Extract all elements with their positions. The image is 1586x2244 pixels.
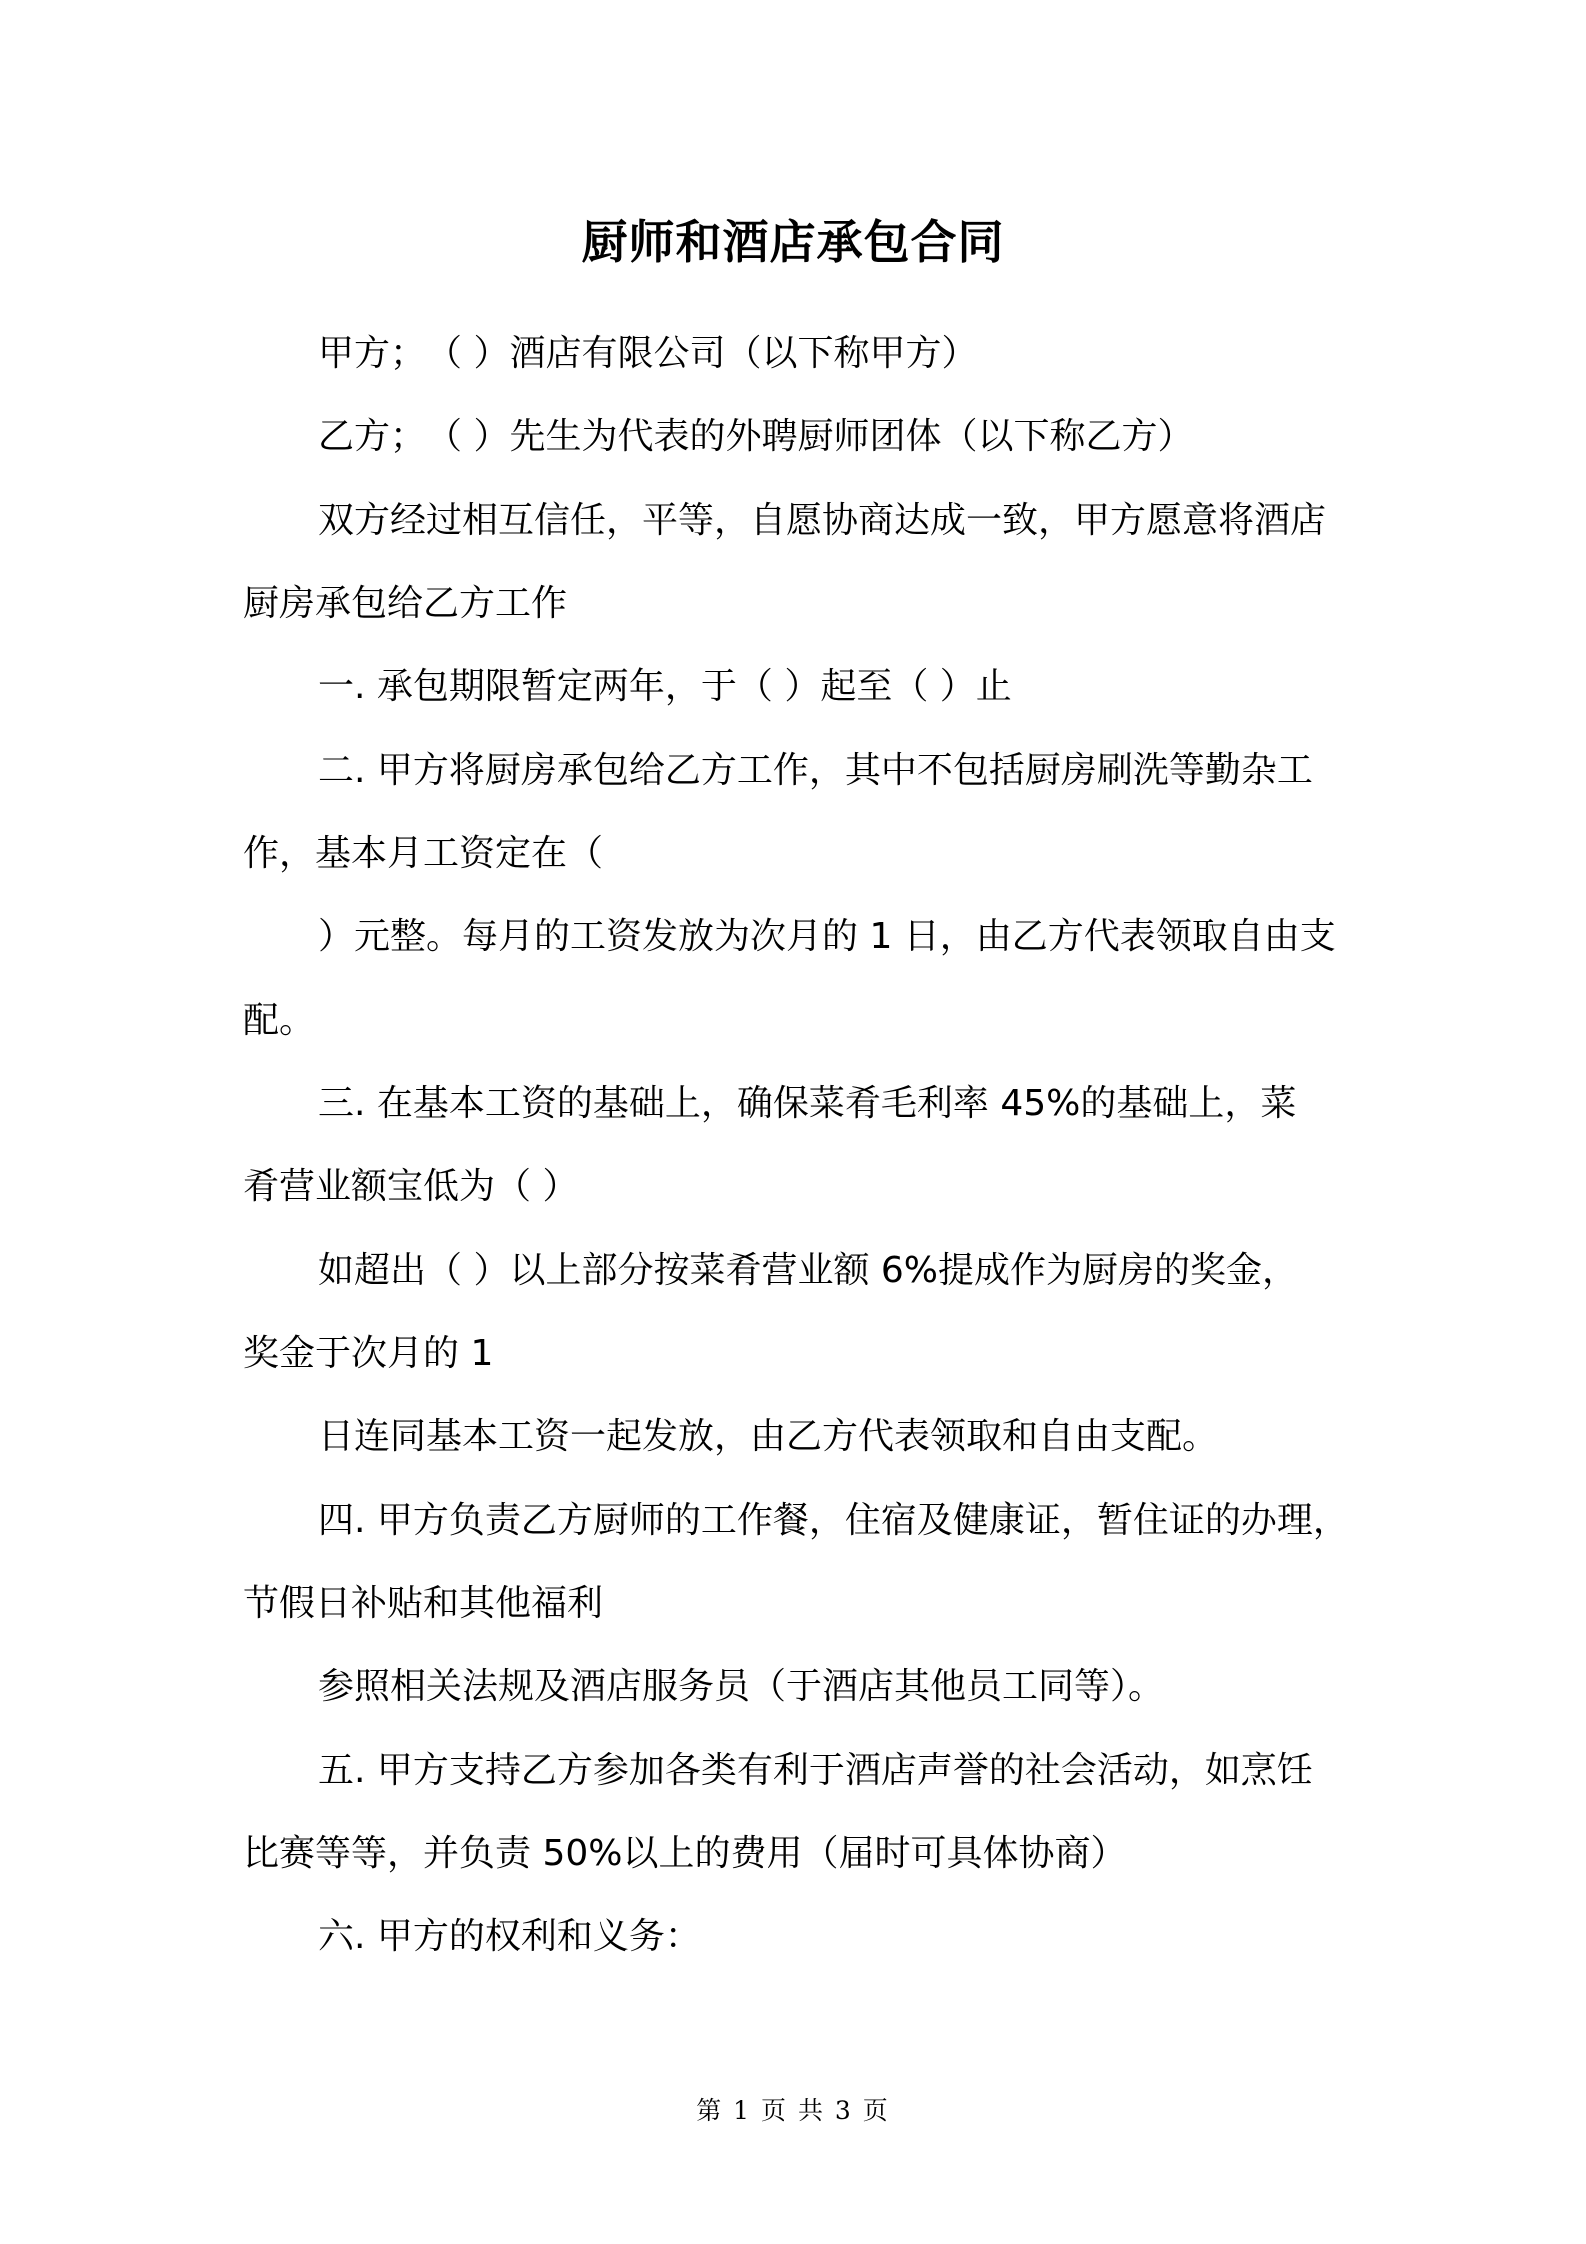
clause-3-line: 如超出（ ）以上部分按菜肴营业额 6%提成作为厨房的奖金，: [318, 1250, 1298, 1291]
clause-5-line: 比赛等等，并负责 50%以上的费用（届时可具体协商）: [243, 1833, 1127, 1874]
party-b-line: 乙方； （ ）先生为代表的外聘厨师团体（以下称乙方）: [318, 416, 1194, 457]
clause-2-line: 作，基本月工资定在（: [243, 833, 604, 874]
clause-1-line: 一. 承包期限暂定两年，于（ ）起至（ ）止: [318, 666, 1012, 707]
clause-2-line: 二. 甲方将厨房承包给乙方工作，其中不包括厨房刷洗等勤杂工: [318, 750, 1313, 791]
clause-5-line: 五. 甲方支持乙方参加各类有利于酒店声誉的社会活动，如烹饪: [318, 1750, 1313, 1791]
page-footer: 第 1 页 共 3 页: [696, 2096, 890, 2125]
clause-4-line: 节假日补贴和其他福利: [243, 1583, 604, 1624]
clause-2-line: 配。: [243, 1000, 316, 1041]
paragraph-line: 厨房承包给乙方工作: [243, 583, 568, 624]
clause-2-line: ）元整。每月的工资发放为次月的 1 日，由乙方代表领取自由支: [318, 916, 1336, 957]
clause-4-line: 四. 甲方负责乙方厨师的工作餐，住宿及健康证，暂住证的办理，: [318, 1500, 1349, 1541]
party-a-line: 甲方； （ ）酒店有限公司（以下称甲方）: [318, 333, 978, 374]
paragraph-line: 双方经过相互信任，平等，自愿协商达成一致，甲方愿意将酒店: [318, 500, 1327, 541]
clause-3-line: 日连同基本工资一起发放，由乙方代表领取和自由支配。: [318, 1416, 1219, 1457]
document-title: 厨师和酒店承包合同: [581, 215, 1005, 269]
clause-6-heading: 六. 甲方的权利和义务：: [318, 1916, 701, 1957]
clause-3-line: 三. 在基本工资的基础上，确保菜肴毛利率 45%的基础上，菜: [318, 1083, 1297, 1124]
clause-3-line: 肴营业额宝低为（ ）: [243, 1166, 579, 1207]
clause-4-line: 参照相关法规及酒店服务员（于酒店其他员工同等）。: [318, 1666, 1165, 1707]
clause-3-line: 奖金于次月的 1: [243, 1333, 494, 1374]
